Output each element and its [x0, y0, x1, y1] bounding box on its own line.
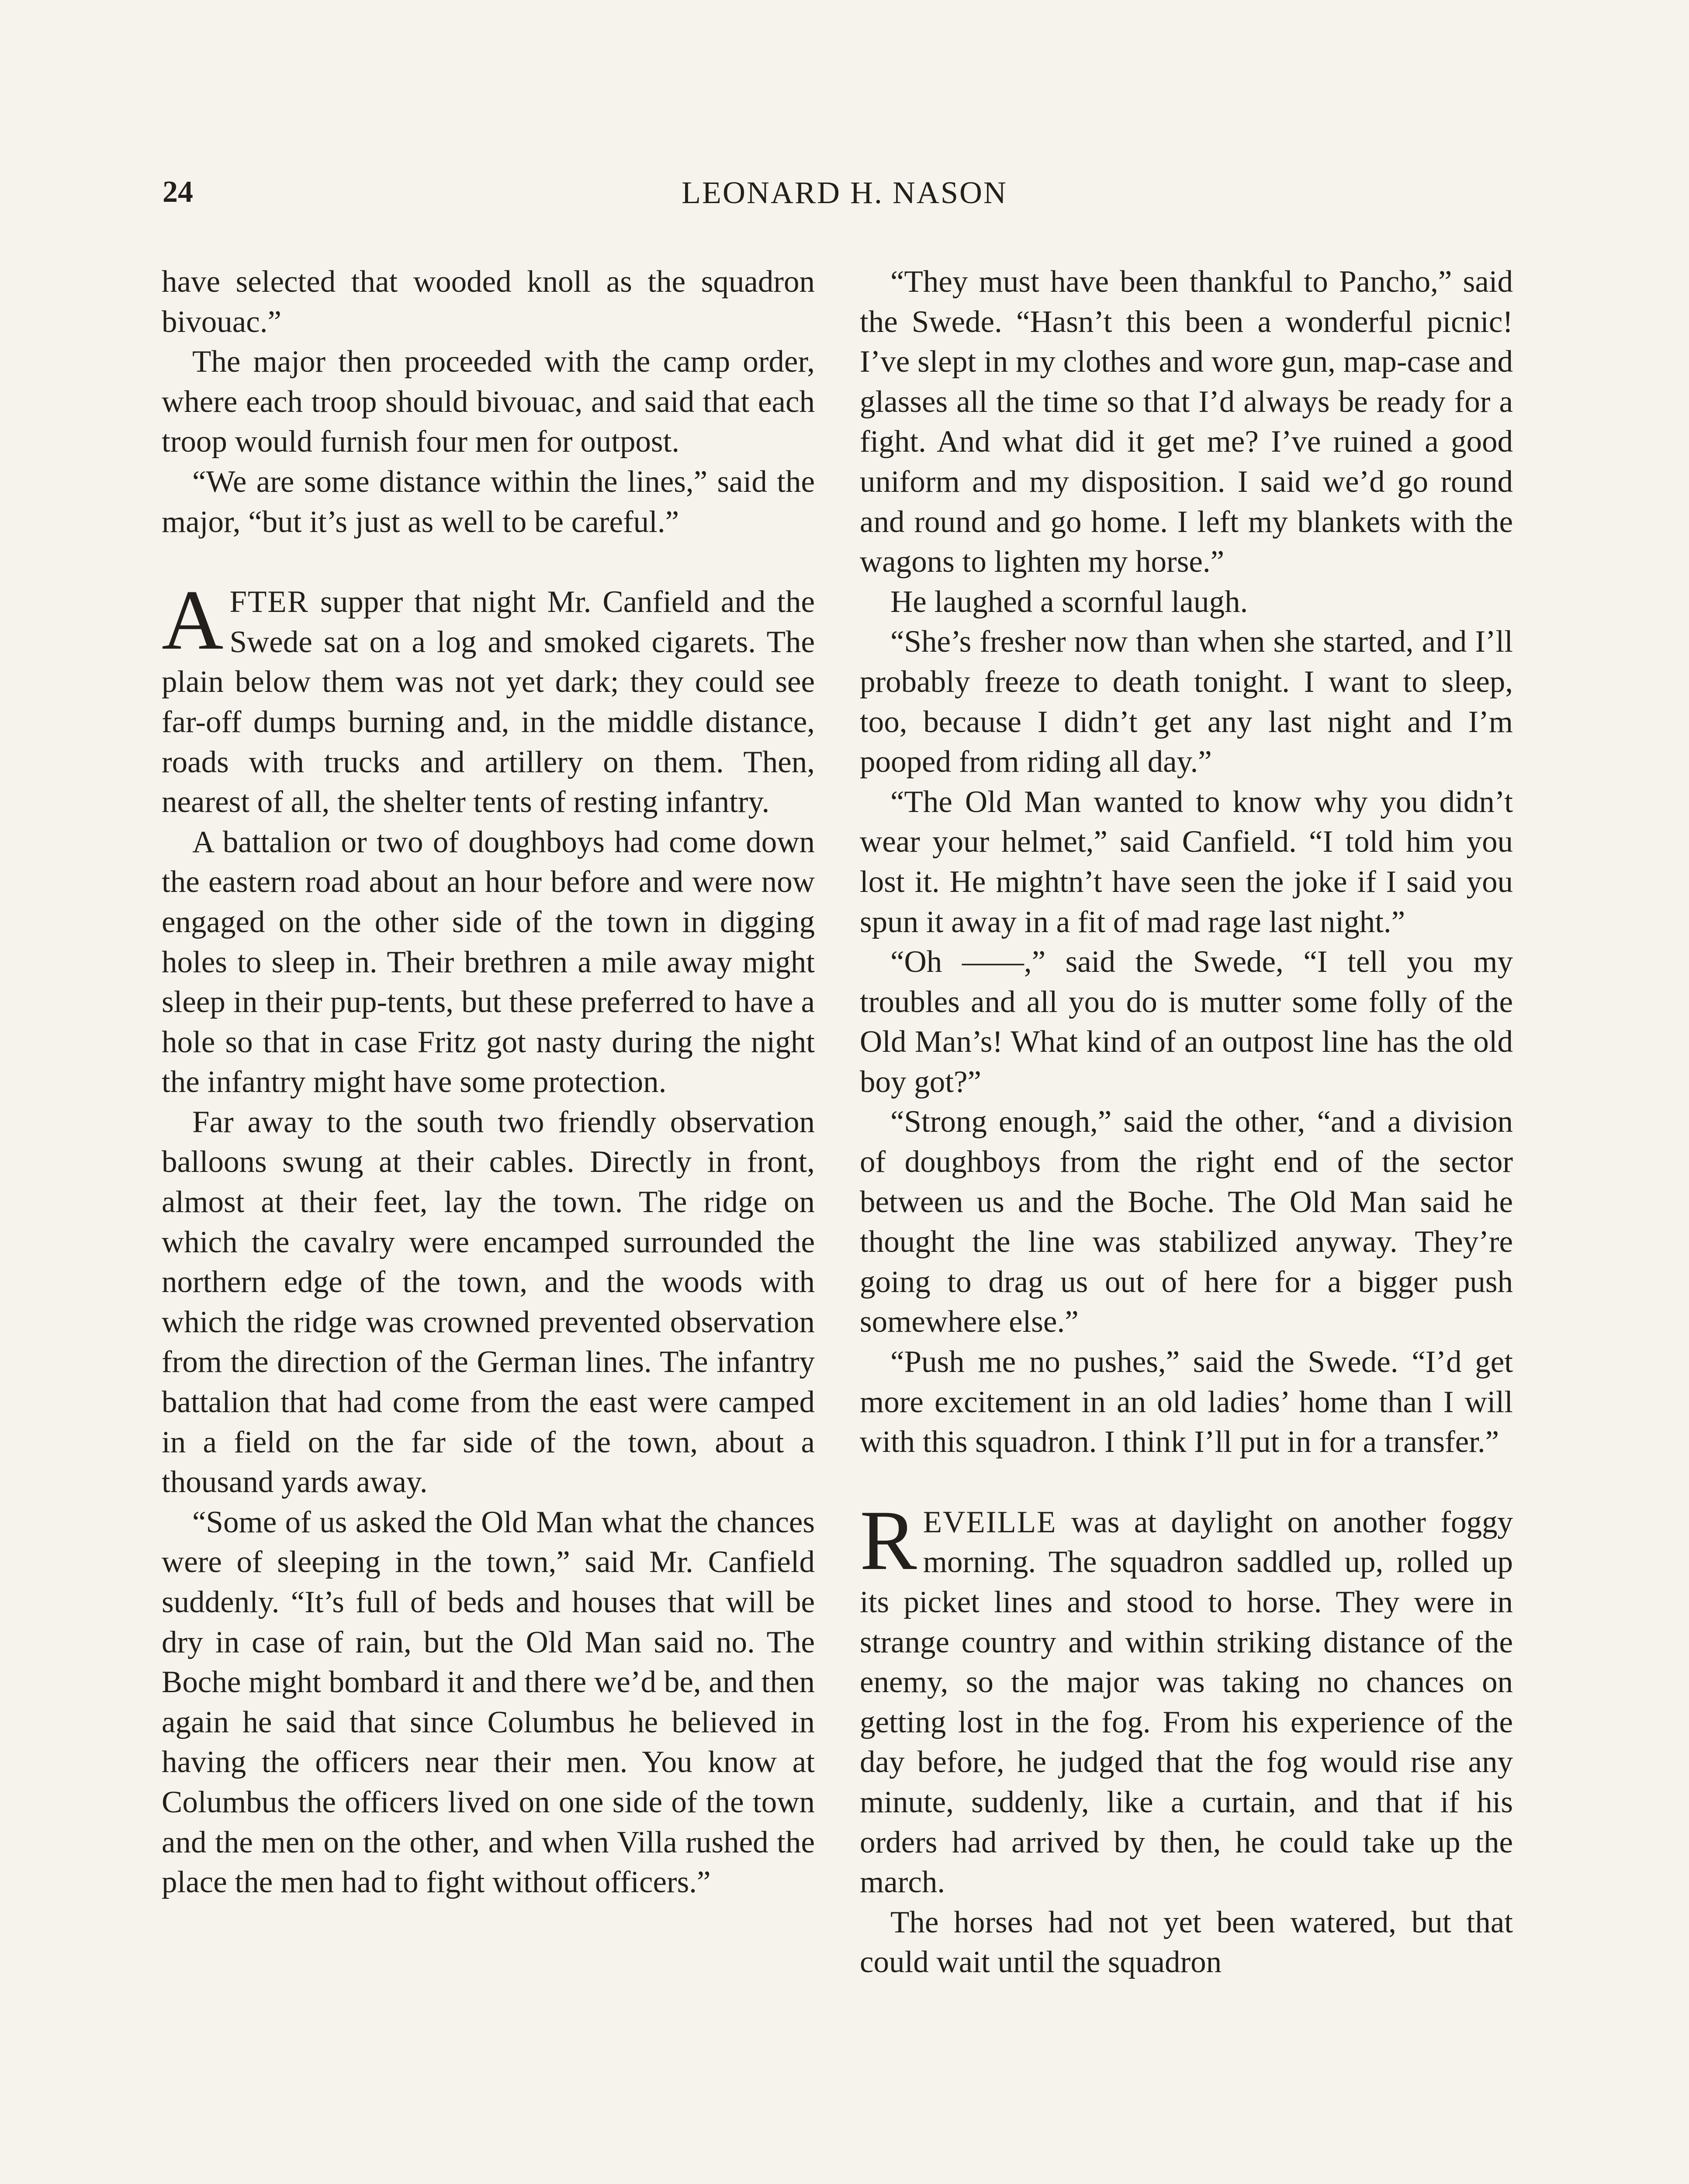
paragraph: “They must have been thankful to Pancho,” said the Swede. “Hasn’t this been a wonderful picnic! I’ve slept in my clothes and wore gun, map-case and glasses all the time so that I’d always be ready for a fight. And what did it get me? I’ve ruined a good uniform and my disposition. I said we’d go round and round and go home. I left my blankets with the wagons to lighten my horse.” — [860, 265, 1513, 579]
section-opening-paragraph — [860, 1493, 1513, 1903]
drop-cap: R — [860, 1493, 917, 1588]
running-head: LEONARD H. NASON — [682, 175, 1007, 210]
opening-text: was at daylight on another foggy morning. The squadron saddled up, rolled up its picket lines and stood to horse. They were in strange country and within striking distance of the enemy, so the major was taking no chances on getting lost in the fog. From his experience of the day before, he judged that the fog would rise any minute, suddenly, like a curtain, and that if his orders had arrived by then, he could take up the march. — [860, 1505, 1513, 1900]
left-column — [162, 262, 815, 1903]
paragraph: “She’s fresher now than when she started, and I’ll probably freeze to death tonight. I want to sleep, too, because I didn’t get any last night and I’m pooped from riding all day.” — [860, 625, 1513, 779]
paragraph: “We are some distance within the lines,” said the major, “but it’s just as well to be careful.” — [162, 464, 815, 539]
section-break — [860, 1462, 1513, 1503]
paragraph: He laughed a scornful laugh. — [890, 584, 1248, 619]
page-number: 24 — [163, 175, 193, 209]
section-opening-paragraph — [162, 573, 815, 822]
paragraph: “Push me no pushes,” said the Swede. “I’d get more excitement in an old ladies’ home than I will with this squadron. I think I’ll put in for a transfer.” — [860, 1345, 1513, 1459]
drop-cap: A — [162, 573, 224, 668]
paragraph: have selected that wooded knoll as the squadron bivouac.” — [162, 265, 815, 339]
opening-caps: EVEILLE — [923, 1505, 1057, 1539]
paragraph: The major then proceeded with the camp order, where each troop should bivouac, and said that each troop would furnish four men for outpost. — [162, 345, 815, 459]
section-break — [162, 542, 815, 582]
opening-caps: FTER — [229, 585, 309, 619]
paragraph: “Oh ——,” said the Swede, “I tell you my troubles and all you do is mutter some folly of the Old Man’s! What kind of an outpost line has the old boy got?” — [860, 945, 1513, 1099]
right-column — [860, 262, 1513, 1983]
paragraph: “The Old Man wanted to know why you didn’t wear your helmet,” said Canfield. “I told him you lost it. He mightn’t have seen the joke if I said you spun it away in a fit of mad rage last night.” — [860, 784, 1513, 939]
paragraph: “Strong enough,” said the other, “and a division of doughboys from the right end of the sector between us and the Boche. The Old Man said he thought the line was stabilized anyway. They’re going to drag us out of here for a bigger push somewhere else.” — [860, 1105, 1513, 1339]
paragraph: A battalion or two of doughboys had come down the eastern road about an hour before and were now engaged on the other side of the town in digging holes to sleep in. Their brethren a mile away might sleep in their pup-tents, but these preferred to have a hole so that in case Fritz got nasty during the night the infantry might have some protection. — [162, 825, 815, 1099]
paragraph: The horses had not yet been watered, but that could wait until the squadron — [860, 1905, 1513, 1980]
paragraph: “Some of us asked the Old Man what the chances were of sleeping in the town,” said Mr. Canfield suddenly. “It’s full of beds and houses that will be dry in case of rain, but the Old Man said no. The Boche might bombard it and there we’d be, and then again he said that since Columbus he believed in having the officers near their men. You know at Columbus the officers lived on one side of the town and the men on the other, and when Villa rushed the place the men had to fight without officers.” — [162, 1505, 815, 1900]
paragraph: Far away to the south two friendly observation balloons swung at their cables. Directly in front, almost at their feet, lay the town. The ridge on which the cavalry were encamped surrounded the northern edge of the town, and the woods with which the ridge was crowned prevented observation from the direction of the German lines. The infantry battalion that had come from the east were camped in a field on the far side of the town, about a thousand yards away. — [162, 1105, 815, 1500]
opening-text: supper that night Mr. Canfield and the Swede sat on a log and smoked cigarets. The plain below them was not yet dark; they could see far-off dumps burning and, in the middle distance, roads with trucks and artillery on them. Then, nearest of all, the shelter tents of resting infantry. — [162, 585, 815, 819]
